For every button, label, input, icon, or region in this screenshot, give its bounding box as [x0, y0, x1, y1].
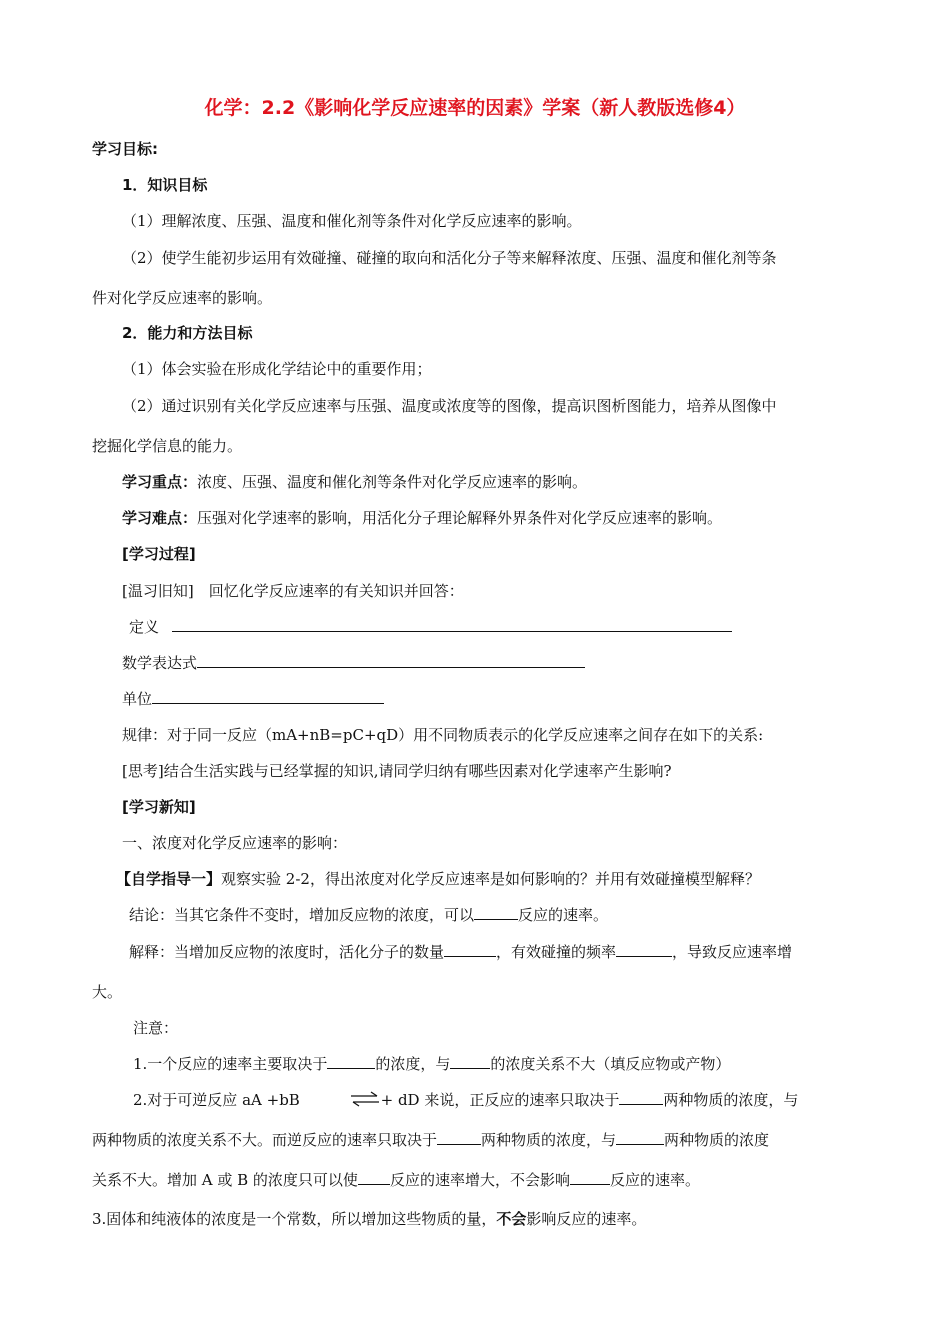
- explain-blank-1[interactable]: [444, 942, 496, 957]
- conclusion: [129, 905, 608, 925]
- knowledge-item-1: （1）理解浓度、压强、温度和催化剂等条件对化学反应速率的影响。: [122, 212, 582, 230]
- note-2-line3: [92, 1170, 700, 1190]
- key-point: [122, 472, 587, 492]
- guide-text: 观察实验 2-2，得出浓度对化学反应速率是如何影响的？并用有效碰撞模型解释？: [221, 870, 760, 888]
- note-2-line1: [133, 1090, 798, 1110]
- explain-blank-2[interactable]: [616, 942, 672, 957]
- note2-text-d: 两种物质的浓度关系不大。而逆反应的速率只取决于: [92, 1131, 438, 1149]
- expression-blank[interactable]: [197, 653, 585, 668]
- knowledge-heading: 1．知识目标: [122, 176, 208, 194]
- self-study-guide: [116, 869, 760, 889]
- note1-text-a: 1.一个反应的速率主要取决于: [133, 1055, 328, 1073]
- knowledge-item-2a: （2）使学生能初步运用有效碰撞、碰撞的取向和活化分子等来解释浓度、压强、温度和催化剂等条: [122, 249, 777, 267]
- note-label: 注意：: [133, 1019, 179, 1037]
- note2-blank-5[interactable]: [570, 1170, 610, 1185]
- key-point-label: 学习重点：: [122, 473, 198, 491]
- difficult-point-label: 学习难点：: [122, 509, 198, 527]
- ability-item-2b: 挖掘化学信息的能力。: [92, 437, 243, 455]
- ability-item-1: （1）体会实验在形成化学结论中的重要作用；: [122, 360, 432, 378]
- expression-label: 数学表达式: [122, 654, 198, 672]
- review-think: [思考]结合生活实践与已经掌握的知识,请同学归纳有哪些因素对化学速率产生影响?: [122, 762, 672, 780]
- ability-heading: 2．能力和方法目标: [122, 324, 253, 342]
- definition-blank[interactable]: [172, 617, 732, 632]
- note2-blank-2[interactable]: [437, 1130, 481, 1145]
- review-unit: [122, 689, 384, 709]
- review-expression: [122, 653, 585, 673]
- section1-heading: 一、浓度对化学反应速率的影响：: [122, 834, 348, 852]
- note1-text-b: 的浓度，与: [375, 1055, 451, 1073]
- objectives-heading: 学习目标:: [92, 140, 158, 158]
- difficult-point: [122, 508, 722, 528]
- reversible-arrow-icon: [349, 1091, 381, 1107]
- note2-text-c: 两种物质的浓度，与: [663, 1091, 799, 1109]
- explanation-line1: [129, 942, 792, 962]
- note1-blank-2[interactable]: [450, 1054, 490, 1069]
- note2-blank-4[interactable]: [358, 1170, 390, 1185]
- explain-text-b: ，有效碰撞的频率: [496, 943, 617, 961]
- explain-text-c: ，导致反应速率增: [672, 943, 793, 961]
- difficult-point-text: 压强对化学速率的影响，用活化分子理论解释外界条件对化学反应速率的影响。: [197, 509, 723, 527]
- note2-text-b: + dD 来说，正反应的速率只取决于: [380, 1091, 620, 1109]
- note-2-line2: [92, 1130, 769, 1150]
- note1-blank-1[interactable]: [327, 1054, 375, 1069]
- note2-text-a: 2.对于可逆反应 aA +bB: [133, 1091, 300, 1109]
- page-title: 化学：2.2《影响化学反应速率的因素》学案（新人教版选修4）: [204, 97, 746, 119]
- review-rule: 规律：对于同一反应（mA+nB=pC+qD）用不同物质表示的化学反应速率之间存在如下的关系:: [122, 726, 764, 744]
- ability-item-2a: （2）通过识别有关化学反应速率与压强、温度或浓度等的图像，提高识图析图能力，培养从图像中: [122, 397, 777, 415]
- process-heading: [学习过程]: [122, 545, 196, 563]
- conclusion-text-a: 结论：当其它条件不变时，增加反应物的浓度，可以: [129, 906, 475, 924]
- review-intro: [温习旧知] 回忆化学反应速率的有关知识并回答：: [122, 582, 464, 600]
- conclusion-text-b: 反应的速率。: [518, 906, 609, 924]
- explanation-line2: 大。: [92, 983, 123, 1001]
- note2-text-f: 两种物质的浓度: [664, 1131, 770, 1149]
- note2-blank-1[interactable]: [619, 1090, 663, 1105]
- definition-label: 定义: [129, 618, 160, 636]
- explain-text-a: 解释：当增加反应物的浓度时，活化分子的数量: [129, 943, 445, 961]
- note2-text-e: 两种物质的浓度，与: [481, 1131, 617, 1149]
- note2-text-g: 关系不大。增加 A 或 B 的浓度只可以使: [92, 1171, 358, 1189]
- note2-text-i: 反应的速率。: [609, 1171, 700, 1189]
- unit-blank[interactable]: [152, 689, 384, 704]
- guide-label: 【自学指导一】: [116, 870, 222, 888]
- unit-label: 单位: [122, 690, 153, 708]
- note1-text-c: 的浓度关系不大（填反应物或产物）: [490, 1055, 731, 1073]
- note2-text-h: 反应的速率增大，不会影响: [389, 1171, 570, 1189]
- new-heading: [学习新知]: [122, 798, 196, 816]
- conclusion-blank[interactable]: [474, 905, 518, 920]
- review-definition: [129, 617, 732, 637]
- key-point-text: 浓度、压强、温度和催化剂等条件对化学反应速率的影响。: [197, 473, 588, 491]
- knowledge-item-2b: 件对化学反应速率的影响。: [92, 289, 273, 307]
- note-1: [133, 1054, 730, 1074]
- note2-blank-3[interactable]: [616, 1130, 664, 1145]
- note3-text-c: 影响反应的速率。: [526, 1210, 647, 1228]
- note-3: [92, 1209, 646, 1229]
- note3-text-bold: 不会: [496, 1210, 527, 1228]
- note3-text-a: 3.固体和纯液体的浓度是一个常数，所以增加这些物质的量，: [92, 1210, 497, 1228]
